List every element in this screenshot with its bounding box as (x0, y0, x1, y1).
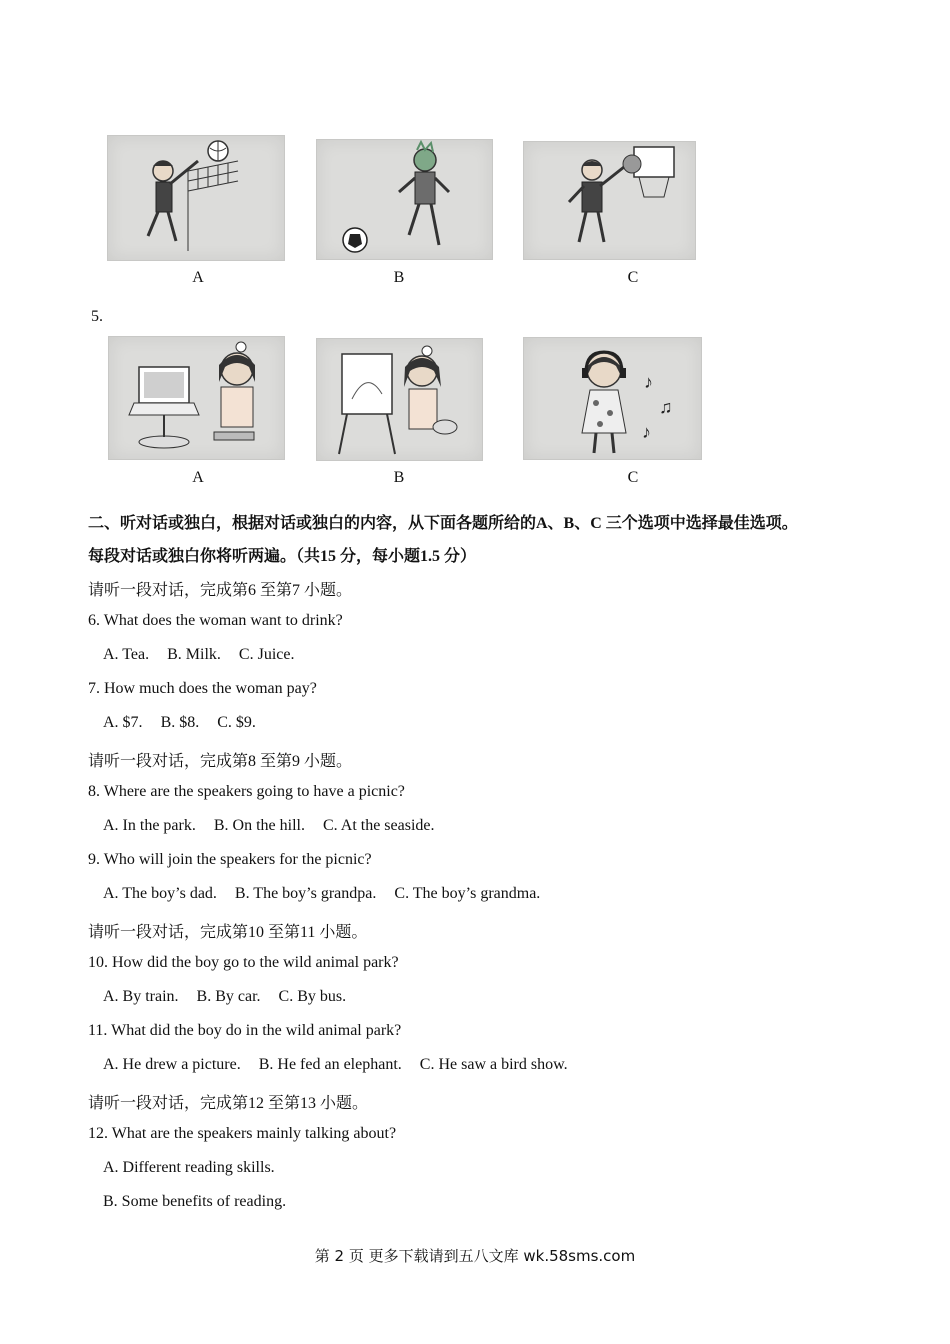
picture-painting (316, 338, 483, 461)
question-6: 6. What does the woman want to drink? (88, 612, 343, 629)
question-8-options (103, 817, 453, 835)
dialogue-intro-2: 请听一段对话，完成第8 至第9 小题。 (88, 753, 353, 770)
q6-option-c[interactable]: C. Juice. (238, 646, 295, 663)
svg-text:♪: ♪ (642, 422, 651, 442)
question-7: 7. How much does the woman pay? (88, 680, 317, 697)
question-12: 12. What are the speakers mainly talking about? (88, 1125, 397, 1142)
dialogue-intro-4: 请听一段对话，完成第12 至第13 小题。 (88, 1095, 369, 1112)
option-label-b: B (393, 269, 405, 286)
question-8: 8. Where are the speakers going to have a picnic? (88, 783, 405, 800)
music-girl-icon (524, 338, 701, 459)
computer-girl-icon (109, 337, 284, 459)
q11-option-a[interactable]: A. He drew a picture. (103, 1056, 241, 1073)
section-2-heading: 二、听对话或独白，根据对话或独白的内容，从下面各题所给的A、B、C 三个选项中选择最佳选项。 (88, 515, 798, 532)
option-label-a: A (192, 269, 204, 286)
q7-option-a[interactable]: A. $7. (103, 714, 143, 731)
picture-computer (108, 336, 285, 460)
painting-girl-icon (317, 339, 482, 460)
question-5-number: 5. (91, 308, 103, 325)
q5-label-b: B (393, 469, 405, 486)
picture-volleyball (107, 135, 285, 261)
section-2-instructions: 每段对话或独白你将听两遍。（共15 分，每小题1.5 分） (88, 548, 477, 565)
q5-label-c: C (627, 469, 639, 486)
option-label-c: C (627, 269, 639, 286)
q6-option-a[interactable]: A. Tea. (103, 646, 150, 663)
q11-option-c[interactable]: C. He saw a bird show. (419, 1056, 568, 1073)
q9-option-c[interactable]: C. The boy’s grandma. (394, 885, 541, 902)
q12-option-a[interactable]: A. Different reading skills. (103, 1159, 275, 1176)
volleyball-boy-icon (108, 136, 284, 260)
q7-option-b[interactable]: B. $8. (160, 714, 200, 731)
q8-option-a[interactable]: A. In the park. (103, 817, 196, 834)
picture-football (316, 139, 493, 260)
page-footer: 第 2 页 更多下载请到五八文库 wk.58sms.com (314, 1247, 636, 1265)
q10-option-c[interactable]: C. By bus. (278, 988, 347, 1005)
q7-option-c[interactable]: C. $9. (217, 714, 256, 731)
dialogue-intro-3: 请听一段对话，完成第10 至第11 小题。 (88, 924, 368, 941)
question-9-options (103, 885, 558, 903)
question-6-options (103, 646, 312, 664)
q8-option-c[interactable]: C. At the seaside. (322, 817, 435, 834)
question-9: 9. Who will join the speakers for the picnic? (88, 851, 372, 868)
q6-option-b[interactable]: B. Milk. (167, 646, 221, 663)
q5-label-a: A (192, 469, 204, 486)
question-11: 11. What did the boy do in the wild animal park? (88, 1022, 402, 1039)
q10-option-b[interactable]: B. By car. (196, 988, 261, 1005)
dialogue-intro-1: 请听一段对话，完成第6 至第7 小题。 (88, 582, 353, 599)
q12-option-b[interactable]: B. Some benefits of reading. (103, 1193, 287, 1210)
svg-text:♪: ♪ (644, 372, 653, 392)
q8-option-b[interactable]: B. On the hill. (213, 817, 305, 834)
football-boy-icon (317, 140, 492, 259)
q9-option-a[interactable]: A. The boy’s dad. (103, 885, 217, 902)
question-10-options (103, 988, 364, 1006)
picture-music (523, 337, 702, 460)
q11-option-b[interactable]: B. He fed an elephant. (258, 1056, 402, 1073)
question-10: 10. How did the boy go to the wild animal park? (88, 954, 399, 971)
question-11-options (103, 1056, 586, 1074)
q10-option-a[interactable]: A. By train. (103, 988, 179, 1005)
q9-option-b[interactable]: B. The boy’s grandpa. (234, 885, 377, 902)
picture-basketball (523, 141, 696, 260)
question-7-options (103, 714, 274, 732)
svg-text:♫: ♫ (659, 397, 673, 417)
basketball-boy-icon (524, 142, 695, 259)
